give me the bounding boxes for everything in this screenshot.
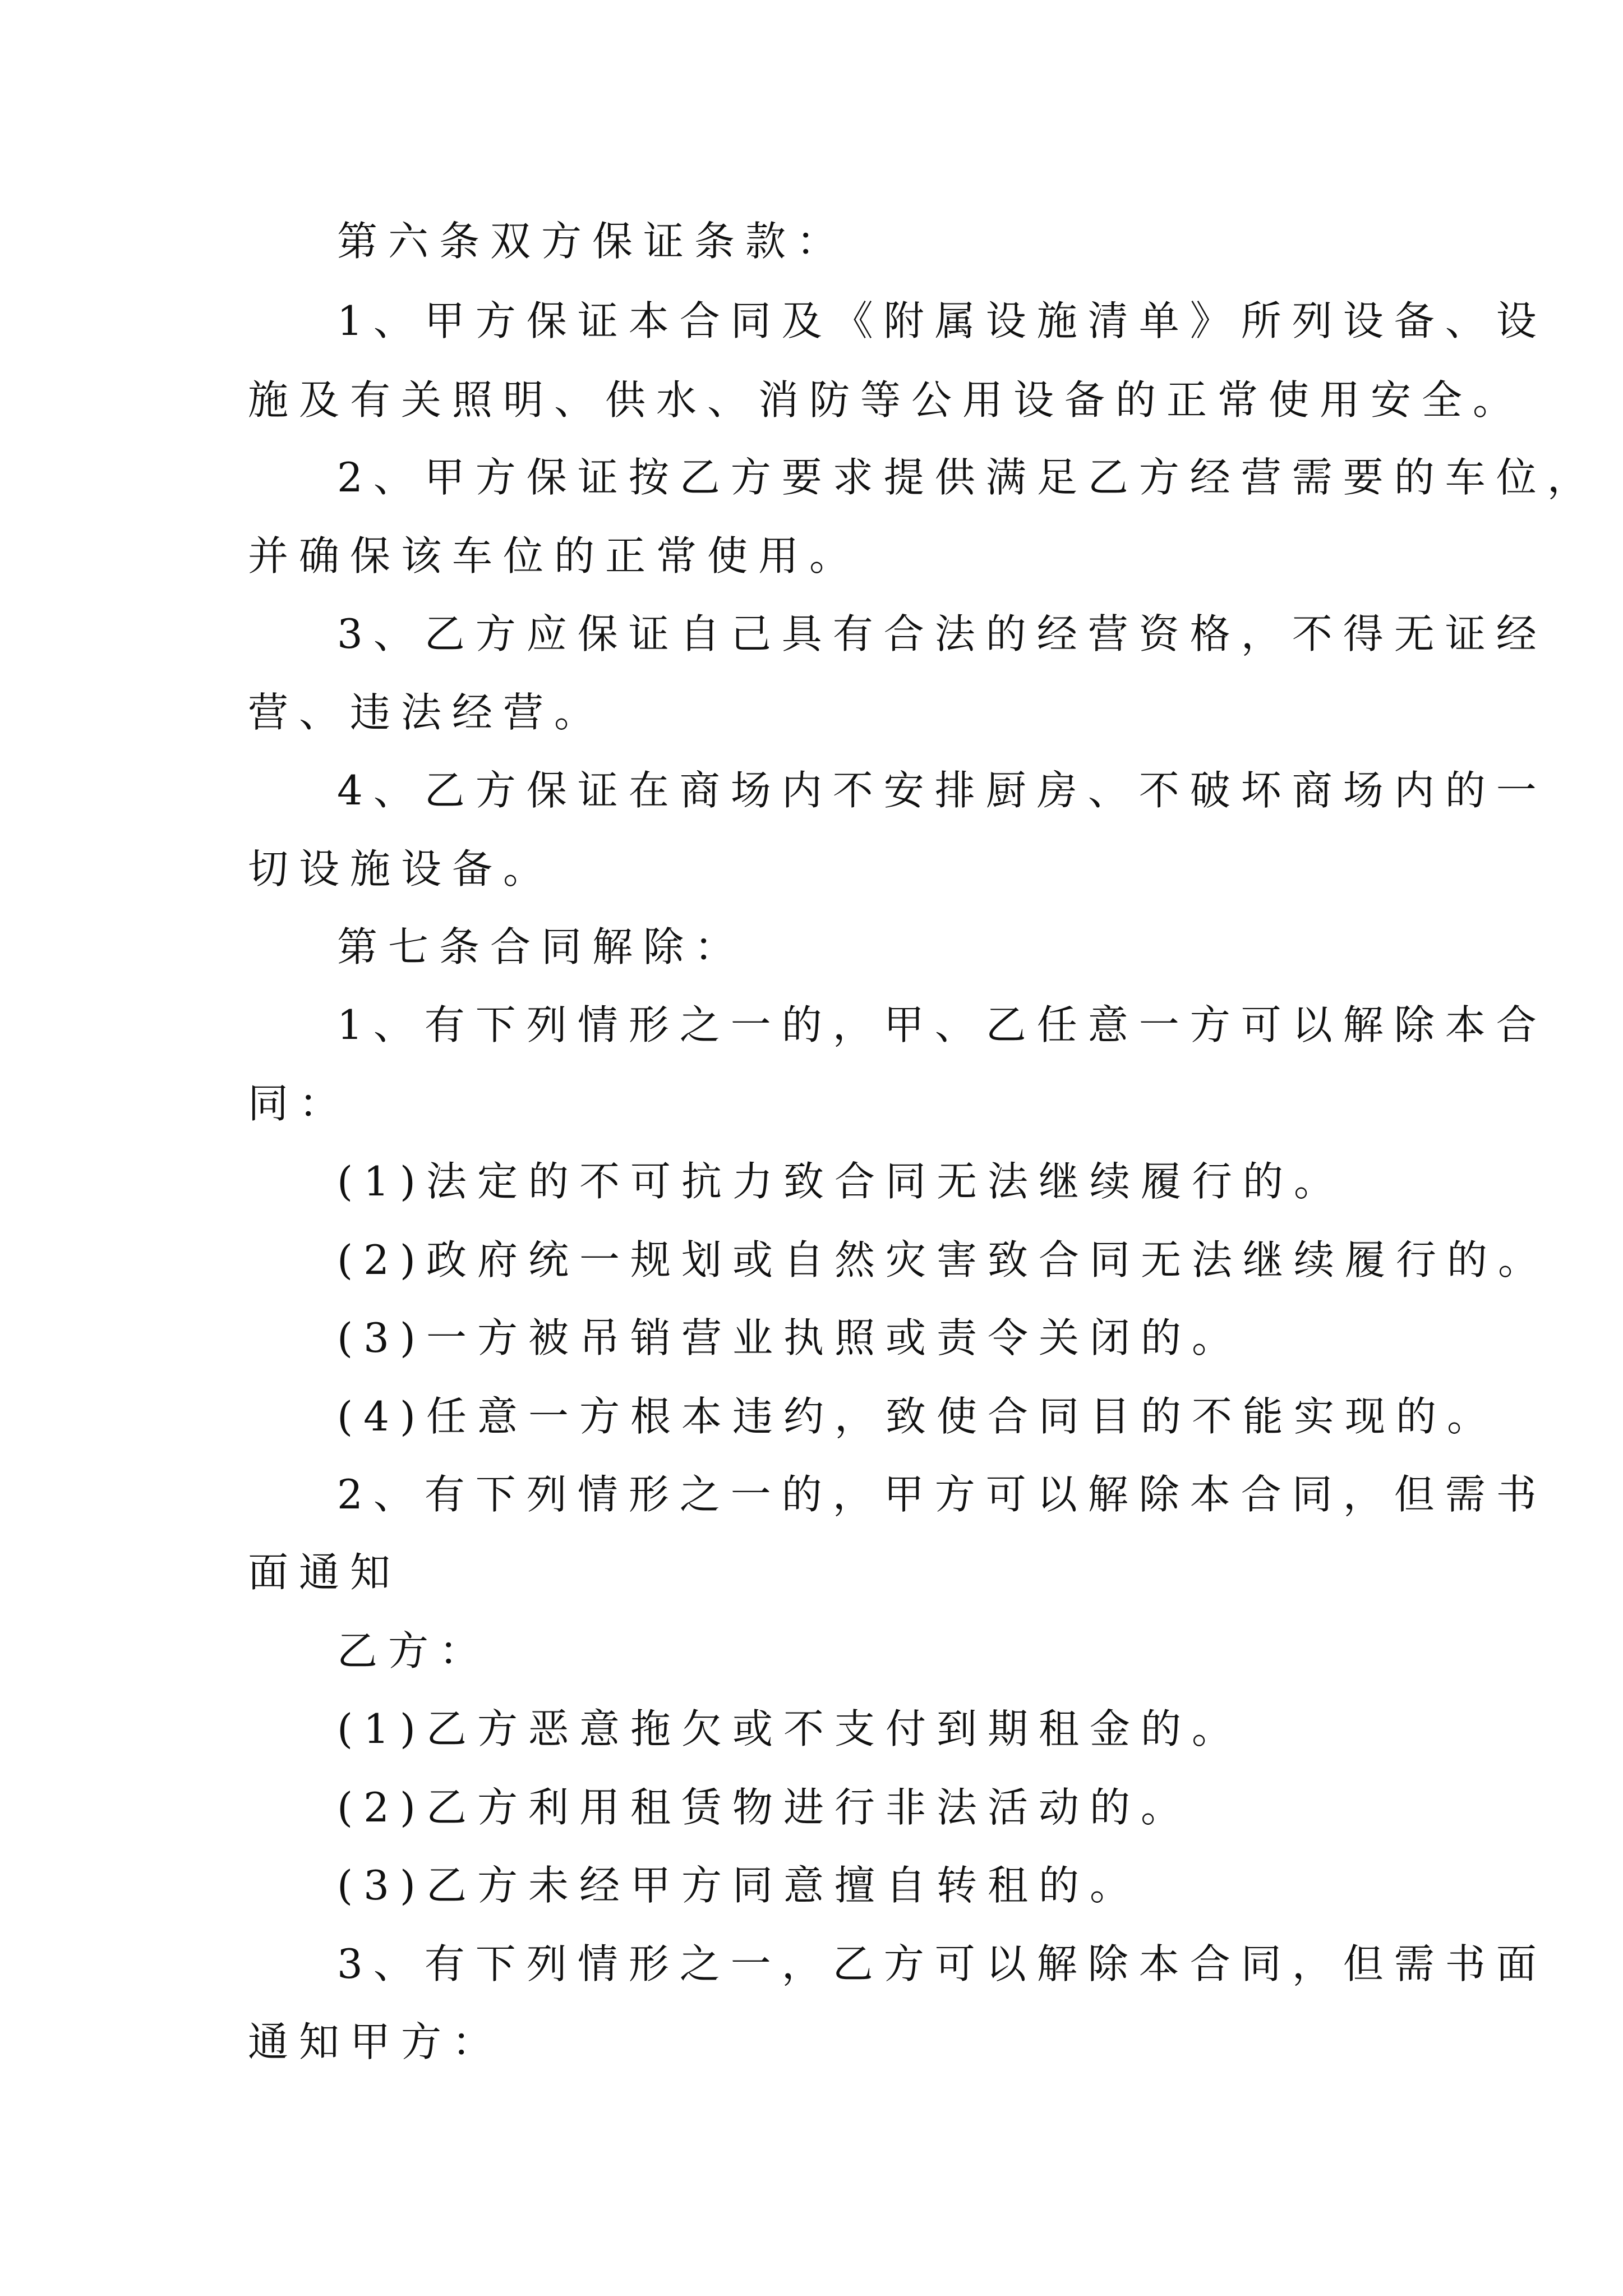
text-line: 第六条双方保证条款： xyxy=(337,218,848,265)
text-line: (3)一方被吊销营业执照或责令关闭的。 xyxy=(337,1314,1243,1361)
text-line: (3)乙方未经甲方同意擅自转租的。 xyxy=(337,1862,1141,1909)
text-line: 通知甲方： xyxy=(248,2018,504,2065)
text-line: 3、乙方应保证自己具有合法的经营资格，不得无证经 xyxy=(337,610,1547,657)
text-line: (4)任意一方根本违约，致使合同目的不能实现的。 xyxy=(337,1393,1498,1440)
text-line: 1、甲方保证本合同及《附属设施清单》所列设备、设 xyxy=(337,297,1547,344)
text-line: 第七条合同解除： xyxy=(337,923,746,970)
text-line: 并确保该车位的正常使用。 xyxy=(248,532,861,579)
text-line: (2)乙方利用租赁物进行非法活动的。 xyxy=(337,1784,1192,1831)
text-line: 4、乙方保证在商场内不安排厨房、不破坏商场内的一 xyxy=(337,767,1547,814)
text-line: 2、有下列情形之一的，甲方可以解除本合同，但需书 xyxy=(337,1471,1547,1518)
text-line: 乙方： xyxy=(337,1627,491,1674)
text-line: 1、有下列情形之一的，甲、乙任意一方可以解除本合 xyxy=(337,1001,1547,1048)
text-line: 3、有下列情形之一，乙方可以解除本合同，但需书面 xyxy=(337,1940,1547,1987)
text-line: 营、违法经营。 xyxy=(248,689,606,736)
text-line: 施及有关照明、供水、消防等公用设备的正常使用安全。 xyxy=(248,376,1524,424)
text-line: 切设施设备。 xyxy=(248,845,555,892)
text-line: (1)乙方恶意拖欠或不支付到期租金的。 xyxy=(337,1705,1243,1752)
text-line: 面通知 xyxy=(248,1549,402,1596)
text-line: (1)法定的不可抗力致合同无法继续履行的。 xyxy=(337,1158,1345,1205)
text-line: 2、甲方保证按乙方要求提供满足乙方经营需要的车位， xyxy=(337,454,1598,501)
text-line: 同： xyxy=(248,1080,351,1127)
text-line: (2)政府统一规划或自然灾害致合同无法继续履行的。 xyxy=(337,1236,1549,1283)
